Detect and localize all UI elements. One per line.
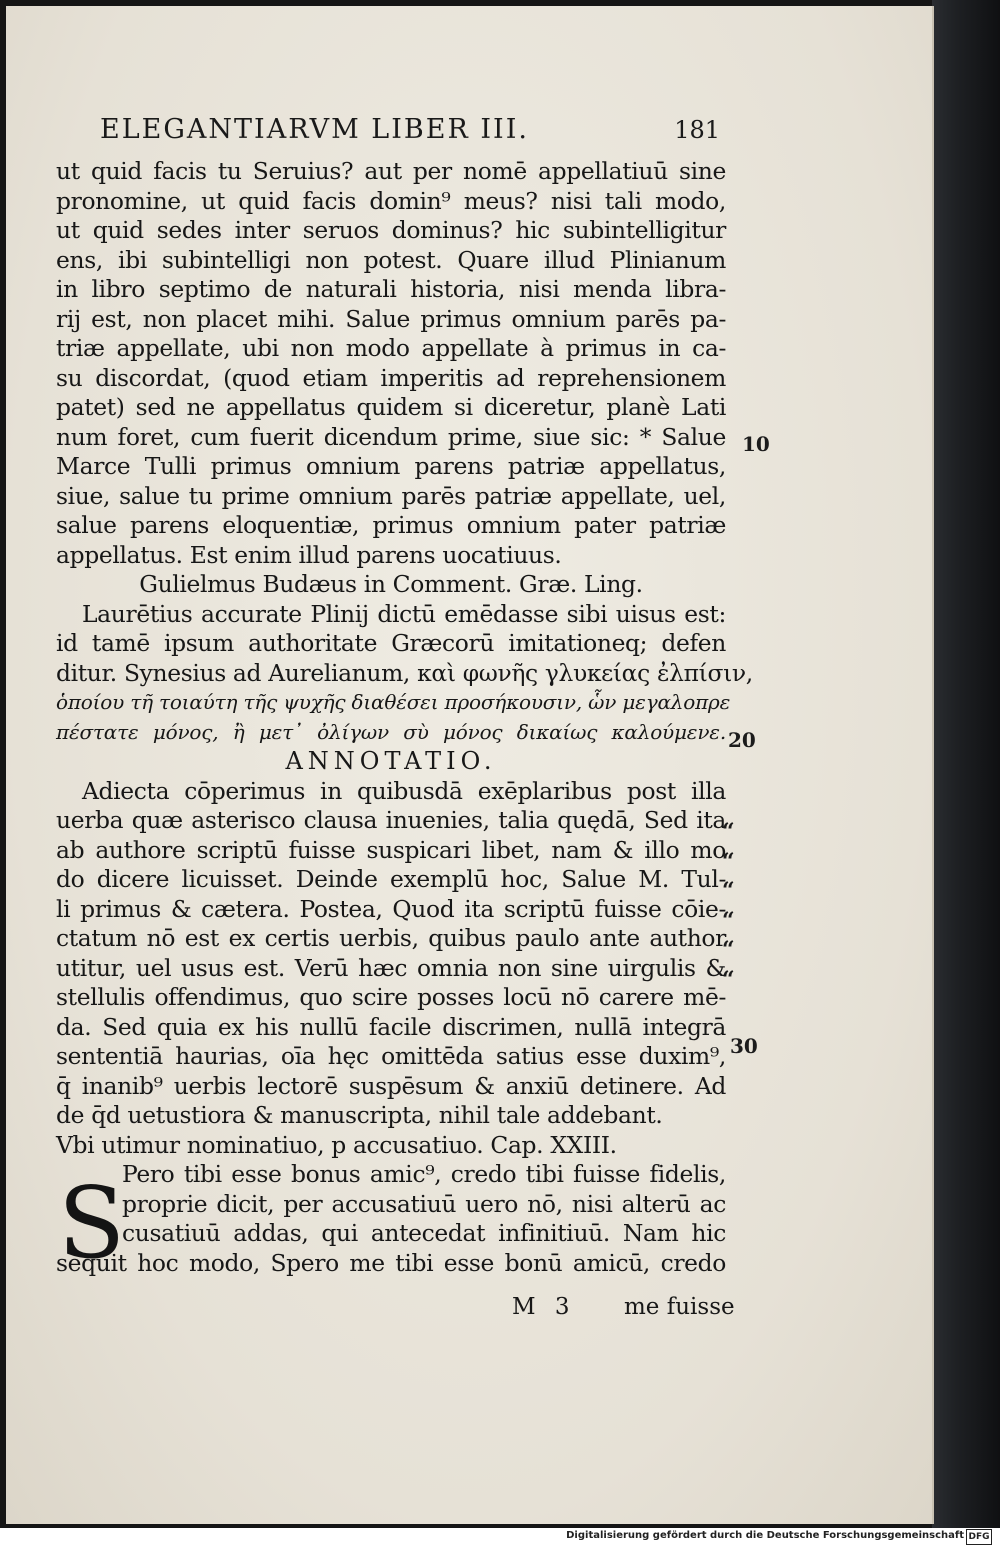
drop-cap-initial: S	[58, 1167, 126, 1281]
body-line: patet) sed ne appellatus quidem si diceretur, planè Lati	[56, 393, 726, 421]
quote-mark: “	[722, 819, 735, 845]
chapter-line: proprie dicit, per accusatiuū uero nō, nisi alterū ac	[122, 1189, 726, 1218]
budaeus-line: Laurētius accurate Plinij dictū emēdasse sibi uisus est:	[82, 599, 726, 628]
catchword: me fuisse	[624, 1294, 735, 1320]
budaeus-line: ditur. Synesius ad Aurelianum, καὶ φωνῆς γλυκείας ἐλπίσιν,	[56, 658, 753, 687]
body-line: su discordat, (quod etiam imperitis ad reprehensionem	[56, 363, 726, 392]
line-number: 10	[742, 432, 770, 456]
body-line: ens, ibi subintelligi non potest. Quare illud Plinianum	[56, 245, 726, 274]
annotatio-line: li primus & cætera. Postea, Quod ita scriptū fuisse cōie-	[56, 894, 726, 923]
quote-mark: “	[722, 849, 735, 875]
annotatio-line: ab authore scriptū fuisse suspicari libet, nam & illo mo	[56, 835, 726, 864]
chapter-line: sequit hoc modo, Spero me tibi esse bonū amicū, credo	[56, 1248, 726, 1277]
annotatio-heading: ANNOTATIO.	[285, 747, 497, 775]
annotatio-line: uerba quæ asterisco clausa inuenies, talia quędā, Sed ita	[56, 806, 726, 834]
chapter-line: cusatiuū addas, qui antecedat infinitiuū. Nam hic	[122, 1219, 726, 1247]
dfg-logo: DFG	[966, 1529, 992, 1545]
body-line: pronomine, ut quid facis domin⁹ meus? nisi tali modo,	[56, 186, 726, 215]
body-line: triæ appellate, ubi non modo appellate à primus in ca-	[56, 334, 726, 362]
line-number: 20	[728, 728, 756, 752]
annotatio-line: q̄ inanib⁹ uerbis lectorē suspēsum & anxiū detinere. Ad	[56, 1071, 726, 1100]
line-number: 30	[730, 1034, 758, 1058]
quote-mark: “	[722, 908, 735, 934]
running-head-title: ELEGANTIARVM LIBER III.	[100, 114, 529, 145]
annotatio-line: da. Sed quia ex his nullū facile discrimen, nullā integrā	[56, 1012, 726, 1041]
body-line: siue, salue tu prime omnium parēs patriæ appellate, uel,	[56, 481, 726, 510]
body-line: salue parens eloquentiæ, primus omnium pater patriæ	[56, 511, 726, 539]
annotatio-line: sententiā haurias, oīa hęc omittēda satius esse duxim⁹,	[56, 1042, 726, 1070]
budaeus-heading: Gulielmus Budæus in Comment. Græ. Ling.	[139, 570, 643, 598]
annotatio-line: utitur, uel usus est. Verū hæc omnia non sine uirgulis &	[56, 953, 726, 982]
greek-line: πέστατε μόνος, ἢ μετ᾽ ὀλίγων σὺ μόνος δικαίως καλούμενε.	[56, 719, 726, 744]
annotatio-line: do dicere licuisset. Deinde exemplū hoc, Salue M. Tul-	[56, 865, 726, 893]
body-line: ut quid facis tu Seruius? aut per nomē appellatiuū sine	[56, 157, 726, 185]
signature-mark: M 3	[512, 1294, 576, 1320]
running-head	[100, 114, 720, 154]
body-line: Marce Tulli primus omnium parens patriæ appellatus,	[56, 452, 726, 480]
chapter-line: Pero tibi esse bonus amic⁹, credo tibi fuisse fidelis,	[122, 1160, 726, 1188]
body-line: appellatus. Est enim illud parens uocatiuus.	[56, 540, 562, 569]
chapter-heading: Vbi utimur nominatiuo, p accusatiuo. Cap. XXIII.	[56, 1130, 617, 1159]
annotatio-line: ctatum nō est ex certis uerbis, quibus paulo ante author	[56, 924, 726, 952]
body-line: ut quid sedes inter seruos dominus? hic subintelligitur	[56, 216, 726, 244]
body-line: num foret, cum fuerit dicendum prime, siue sic: * Salue	[56, 422, 726, 451]
quote-mark: “	[722, 937, 735, 963]
quote-mark: “	[722, 967, 735, 993]
budaeus-line: id tamē ipsum authoritate Græcorū imitationeq; defen	[56, 629, 726, 657]
page-number: 181	[674, 116, 720, 144]
greek-line: ὁποίου τῆ τοιαύτη τῆς ψυχῆς διαθέσει προσήκουσιν, ὧν μεγαλοπρε	[56, 690, 731, 714]
body-line: in libro septimo de naturali historia, nisi menda libra-	[56, 275, 726, 303]
annotatio-line: Adiecta cōperimus in quibusdā exēplaribus post illa	[82, 776, 726, 805]
body-line: rij est, non placet mihi. Salue primus omnium parēs pa-	[56, 304, 726, 333]
annotatio-line: de q̄d uetustiora & manuscripta, nihil tale addebant.	[56, 1101, 663, 1129]
annotatio-line: stellulis offendimus, quo scire posses locū nō carere mē-	[56, 983, 726, 1011]
quote-mark: “	[722, 878, 735, 904]
footer-credit: Digitalisierung gefördert durch die Deutsche Forschungsgemeinschaft	[566, 1530, 964, 1541]
book-edge	[932, 0, 1000, 1528]
